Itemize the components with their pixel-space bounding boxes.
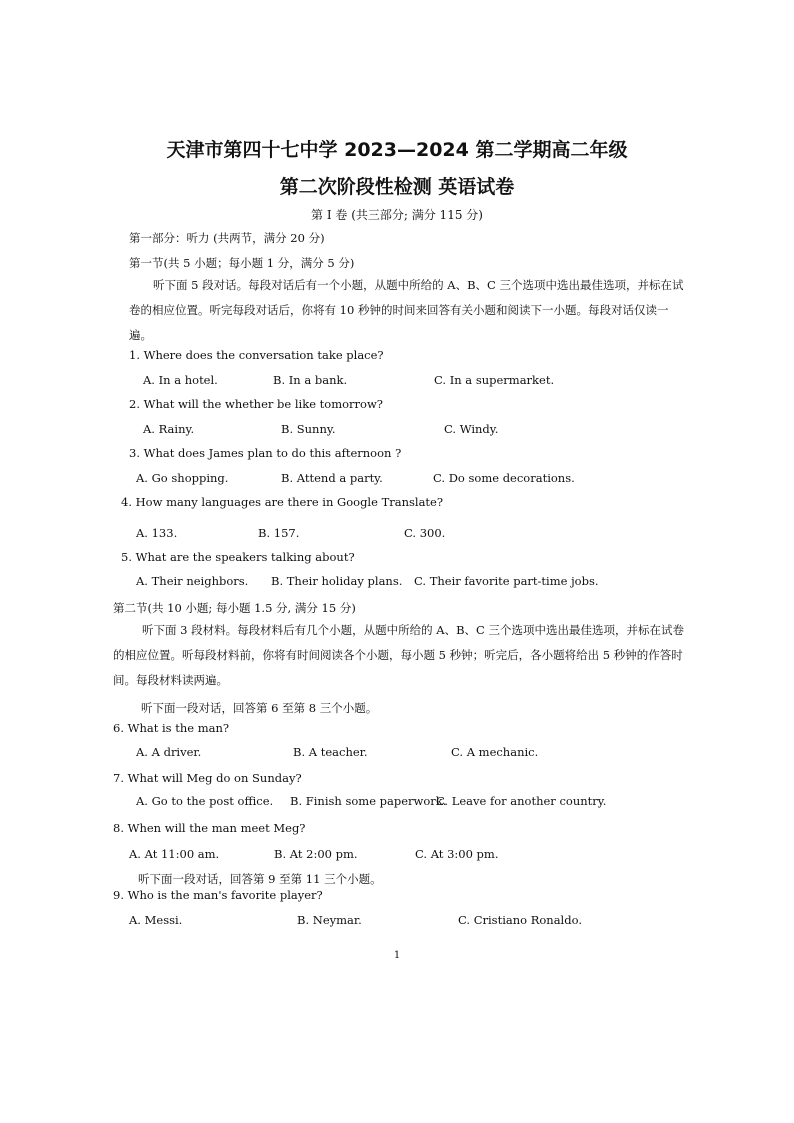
question-stem: 7. What will Meg do on Sunday? [113, 771, 302, 785]
option-a: A. At 11:00 am. [129, 847, 220, 861]
section1-heading: 第一节(共 5 小题；每小题 1 分，满分 5 分) [129, 256, 355, 270]
question-stem: 5. What are the speakers talking about? [121, 550, 355, 564]
option-b: B. At 2:00 pm. [274, 847, 358, 861]
dialogue-note: 听下面一段对话，回答第 6 至第 8 三个小题。 [141, 701, 378, 715]
option-c: C. Leave for another country. [436, 794, 607, 808]
question-stem: 9. Who is the man's favorite player? [113, 888, 323, 902]
option-a: A. Rainy. [143, 422, 195, 436]
question-stem: 4. How many languages are there in Google Translate? [121, 495, 444, 509]
paper-subtitle: 第 I 卷 (共三部分; 满分 115 分) [311, 208, 483, 222]
option-c: C. Do some decorations. [433, 471, 575, 485]
page-number: 1 [393, 950, 401, 961]
option-b: B. 157. [258, 526, 300, 540]
option-b: B. Sunny. [281, 422, 336, 436]
option-a: A. Their neighbors. [136, 574, 249, 588]
option-b: B. A teacher. [293, 745, 368, 759]
question-stem: 8. When will the man meet Meg? [113, 821, 306, 835]
question-stem: 2. What will the whether be like tomorrow? [129, 397, 383, 411]
section2-instructions: 听下面 3 段材料。每段材料后有几个小题，从题中所给的 A、B、C 三个选项中选出最佳选项，并标在试卷的相应位置。听每段材料前，你将有时间阅读各个小题，每小题 5 秒钟；听完后，各小题将给出 5 秒钟的作答时间。每段材料读两遍。 [113, 623, 684, 687]
option-c: C. Windy. [444, 422, 499, 436]
option-b: B. In a bank. [273, 373, 348, 387]
question-stem: 1. Where does the conversation take place? [129, 348, 384, 362]
option-c: C. Their favorite part-time jobs. [414, 574, 599, 588]
option-b: B. Attend a party. [281, 471, 383, 485]
part1-heading: 第一部分：听力 (共两节，满分 20 分) [129, 231, 325, 245]
dialogue-note: 听下面一段对话，回答第 9 至第 11 三个小题。 [138, 872, 382, 886]
option-c: C. At 3:00 pm. [415, 847, 499, 861]
option-c: C. 300. [404, 526, 446, 540]
option-a: A. 133. [136, 526, 178, 540]
option-a: A. Go shopping. [136, 471, 229, 485]
option-b: B. Neymar. [297, 913, 362, 927]
exam-title-line1: 天津市第四十七中学 2023—2024 第二学期高二年级 [166, 139, 628, 161]
option-c: C. In a supermarket. [434, 373, 555, 387]
option-a: A. Messi. [129, 913, 183, 927]
question-stem: 6. What is the man? [113, 721, 230, 735]
section1-instructions: 听下面 5 段对话。每段对话后有一个小题，从题中所给的 A、B、C 三个选项中选出最佳选项，并标在试卷的相应位置。听完每段对话后，你将有 10 秒钟的时间来回答有关小题和阅读下一小题。每段对话仅读一遍。 [129, 278, 684, 342]
option-a: A. Go to the post office. [136, 794, 274, 808]
option-a: A. A driver. [136, 745, 202, 759]
option-b: B. Finish some paperwork. [290, 794, 447, 808]
option-b: B. Their holiday plans. [271, 574, 403, 588]
exam-title-line2: 第二次阶段性检测 英语试卷 [279, 176, 515, 198]
option-a: A. In a hotel. [143, 373, 218, 387]
option-c: C. A mechanic. [451, 745, 539, 759]
option-c: C. Cristiano Ronaldo. [458, 913, 582, 927]
section2-heading: 第二节(共 10 小题; 每小题 1.5 分, 满分 15 分) [113, 601, 356, 615]
question-stem: 3. What does James plan to do this afternoon ? [129, 446, 402, 460]
